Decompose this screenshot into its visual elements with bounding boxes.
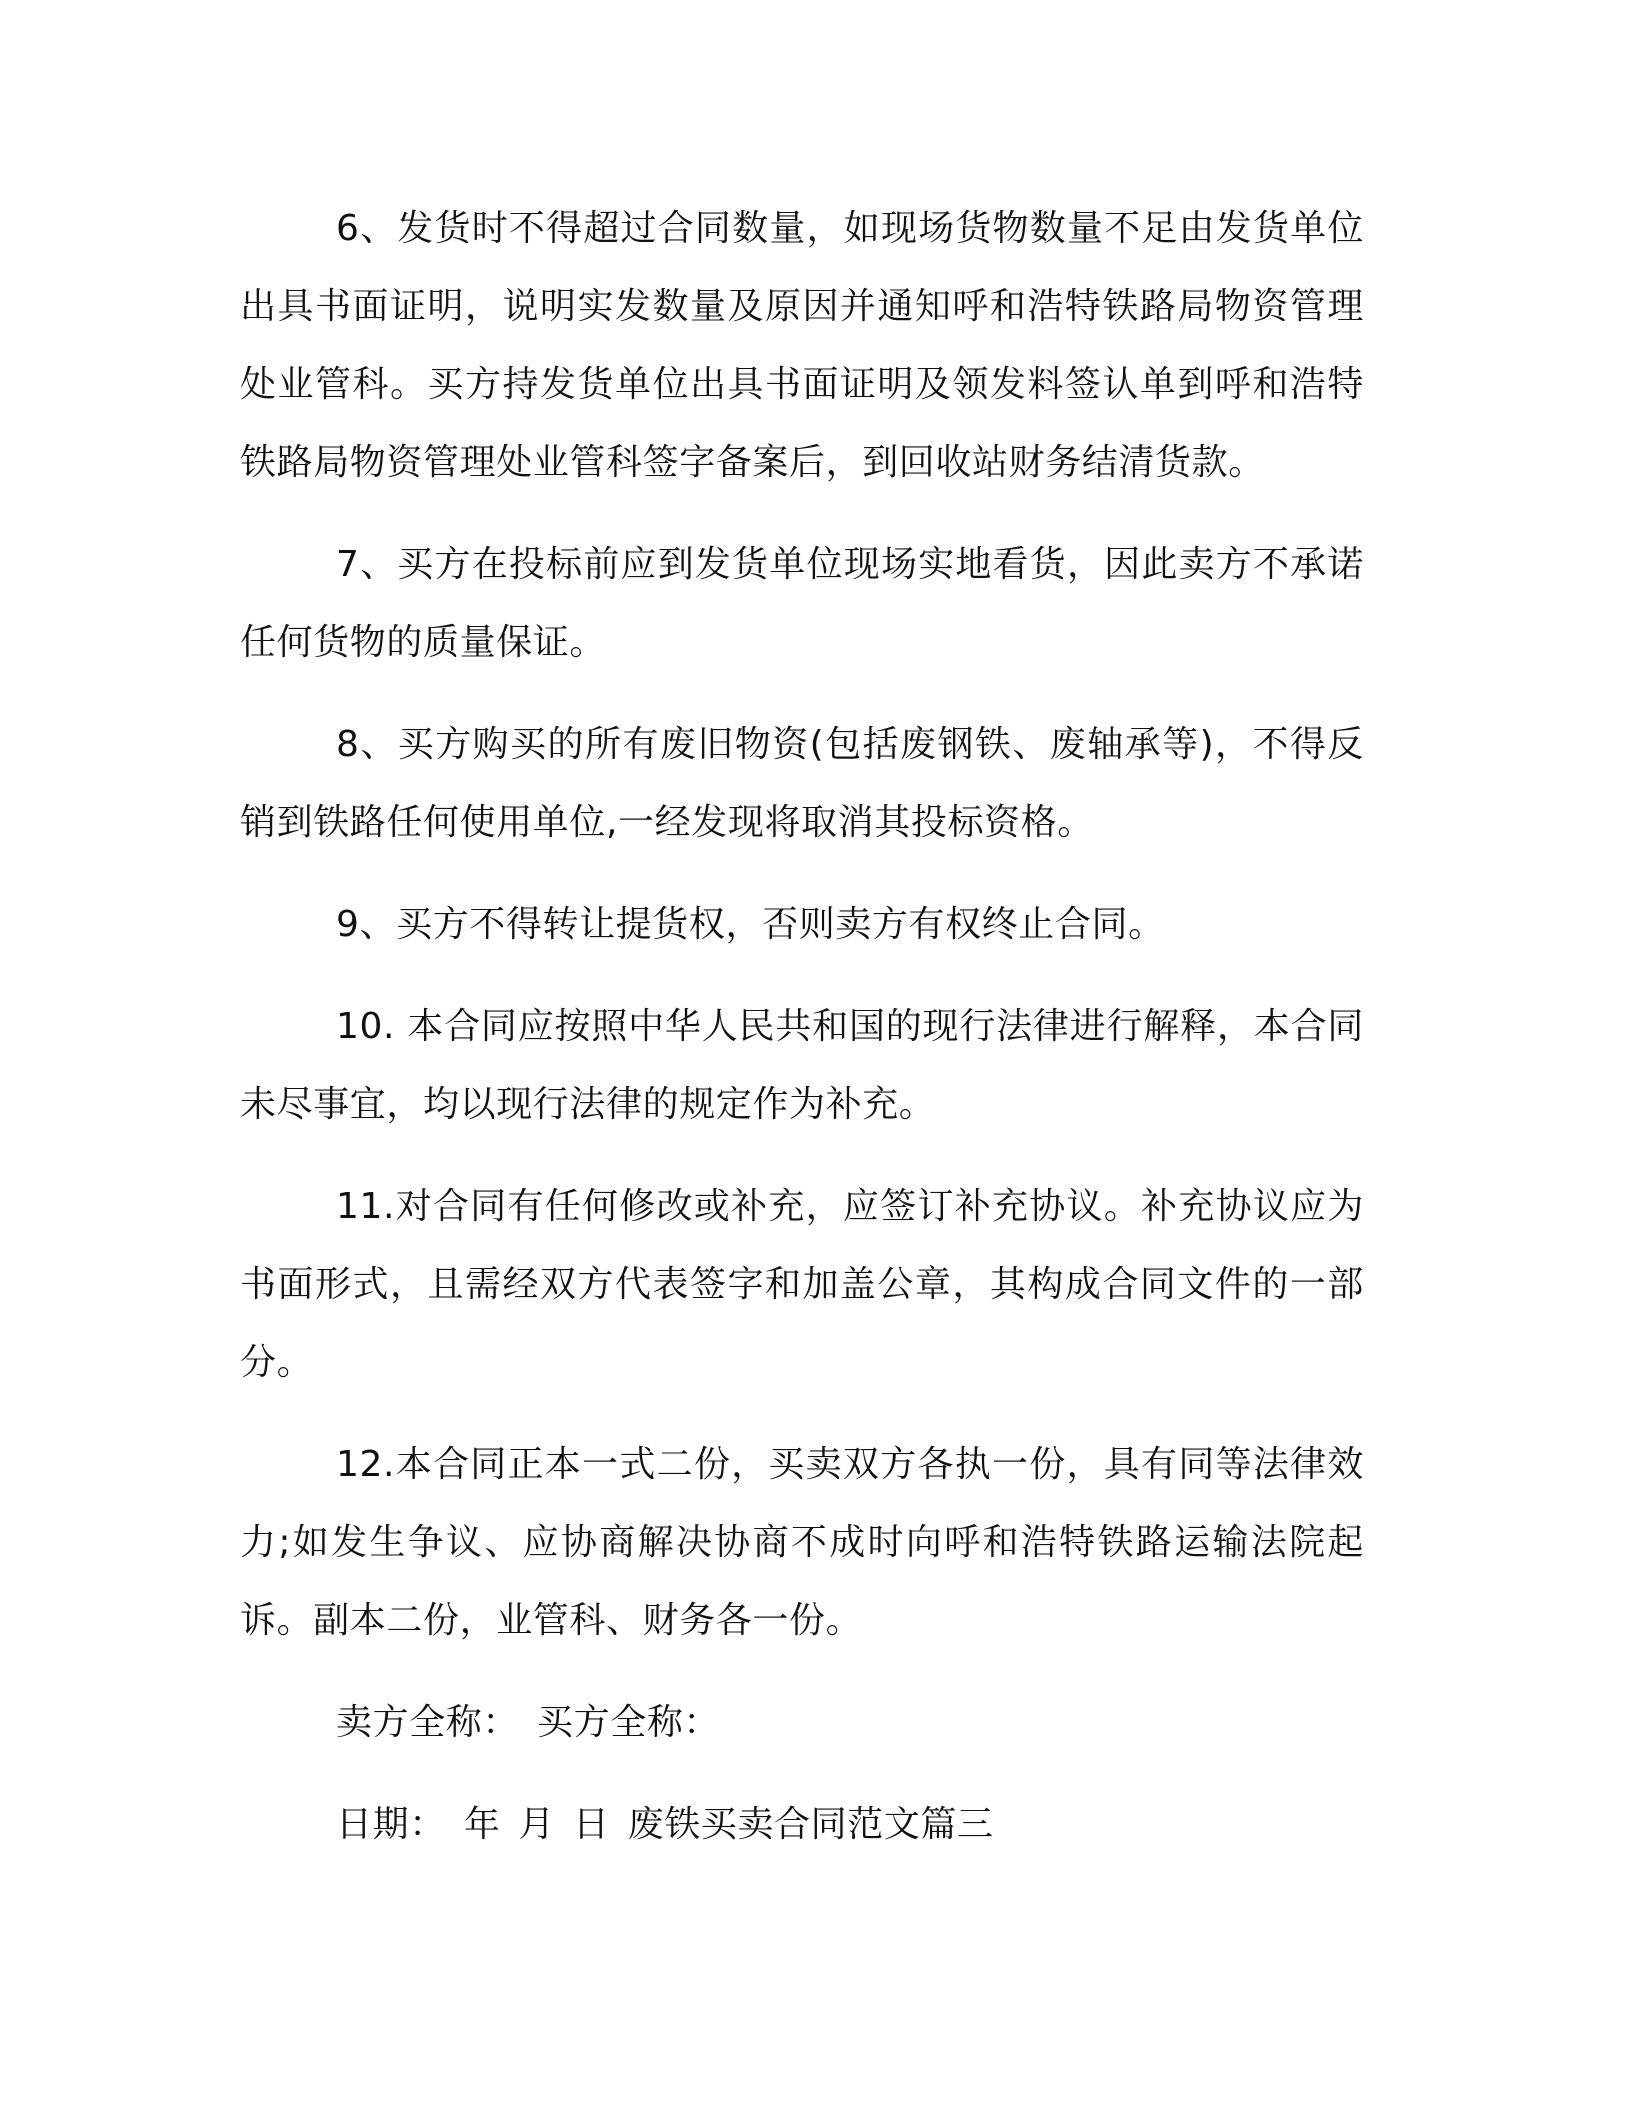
clause-10: 10. 本合同应按照中华人民共和国的现行法律进行解释，本合同未尽事宜，均以现行法律的规定作为补充。 — [240, 1006, 1364, 1125]
contract-page — [240, 190, 1364, 1888]
date-line — [240, 1786, 1364, 1864]
clause-7: 7、买方在投标前应到发货单位现场实地看货，因此卖方不承诺任何货物的质量保证。 — [240, 544, 1364, 663]
seller-name-label: 卖方全称： — [336, 1702, 520, 1743]
date-month: 月 — [518, 1804, 556, 1845]
buyer-name-label: 买方全称： — [537, 1702, 721, 1743]
clause-9: 9、买方不得转让提货权，否则卖方有权终止合同。 — [336, 904, 1165, 945]
date-year: 年 — [463, 1804, 501, 1845]
date-day: 日 — [573, 1804, 610, 1845]
date-label: 日期： — [336, 1804, 446, 1845]
clause-8: 8、买方购买的所有废旧物资(包括废钢铁、废轴承等)，不得反销到铁路任何使用单位,一经发现将取消其投标资格。 — [240, 724, 1364, 843]
next-section-title: 废铁买卖合同范文篇三 — [627, 1804, 994, 1845]
clause-6: 6、发货时不得超过合同数量，如现场货物数量不足由发货单位出具书面证明，说明实发数量及原因并通知呼和浩特铁路局物资管理处业管科。买方持发货单位出具书面证明及领发料签认单到呼和浩特铁路局物资管理处业管科签字备案后，到回收站财务结清货款。 — [240, 208, 1364, 483]
signature-line — [240, 1684, 1364, 1762]
clause-12: 12.本合同正本一式二份，买卖双方各执一份，具有同等法律效力;如发生争议、应协商解决协商不成时向呼和浩特铁路运输法院起诉。副本二份，业管科、财务各一份。 — [240, 1444, 1364, 1641]
clause-11: 11.对合同有任何修改或补充，应签订补充协议。补充协议应为书面形式，且需经双方代表签字和加盖公章，其构成合同文件的一部分。 — [240, 1186, 1364, 1383]
